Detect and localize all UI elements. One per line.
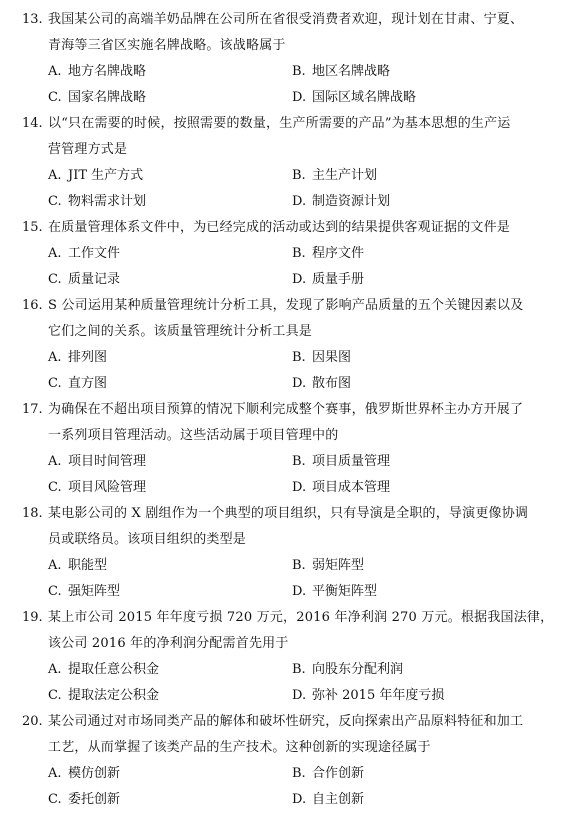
option-letter: A. — [48, 350, 62, 365]
option-letter: C. — [48, 194, 62, 209]
option-letter: B. — [292, 246, 306, 261]
option-a — [48, 348, 107, 368]
option-b — [292, 244, 364, 264]
option-text: 自主创新 — [312, 792, 365, 807]
option-text: 国际区域名牌战略 — [312, 90, 417, 105]
option-text: JIT 生产方式 — [68, 168, 144, 183]
option-c — [48, 374, 107, 394]
question-text: S 公司运用某种质量管理统计分析工具，发现了影响产品质量的五个关键因素以及 — [48, 298, 524, 313]
option-letter: D. — [292, 688, 307, 703]
option-letter: C. — [48, 584, 62, 599]
question-text: 员或联络员。该项目组织的类型是 — [48, 532, 247, 547]
option-d — [292, 686, 444, 706]
option-text: 提取法定公积金 — [68, 688, 160, 703]
question-number: 20. — [22, 714, 43, 729]
option-letter: B. — [292, 454, 306, 469]
option-text: 程序文件 — [312, 246, 365, 261]
question-text: 一系列项目管理活动。这些活动属于项目管理中的 — [48, 428, 339, 443]
option-text: 因果图 — [312, 350, 352, 365]
option-text: 项目时间管理 — [68, 454, 147, 469]
question-text: 工艺，从而掌握了该类产品的生产技术。这种创新的实现途径属于 — [48, 740, 431, 755]
question-text: 以“只在需要的时候，按照需要的数量，生产所需要的产品”为基本思想的生产运 — [48, 116, 511, 131]
option-text: 地方名牌战略 — [68, 64, 147, 79]
option-text: 工作文件 — [68, 246, 121, 261]
question-text: 青海等三省区实施名牌战略。该战略属于 — [48, 38, 286, 53]
option-letter: C. — [48, 688, 62, 703]
option-letter: B. — [292, 558, 306, 573]
option-letter: D. — [292, 90, 307, 105]
question-text: 它们之间的关系。该质量管理统计分析工具是 — [48, 324, 313, 339]
option-text: 提取任意公积金 — [68, 662, 160, 677]
option-letter: D. — [292, 480, 307, 495]
option-letter: D. — [292, 376, 307, 391]
option-text: 合作创新 — [312, 766, 365, 781]
option-a — [48, 452, 146, 472]
question-text: 为确保在不超出项目预算的情况下顺利完成整个赛事，俄罗斯世界杯主办方开展了 — [48, 402, 524, 417]
option-text: 项目风险管理 — [68, 480, 147, 495]
option-b — [292, 62, 390, 82]
option-a — [48, 244, 120, 264]
option-letter: C. — [48, 90, 62, 105]
option-d — [292, 478, 390, 498]
option-c — [48, 88, 146, 108]
option-b — [292, 452, 390, 472]
question-text: 某公司通过对市场同类产品的解体和破坏性研究，反向探索出产品原料特征和加工 — [48, 714, 524, 729]
option-letter: A. — [48, 246, 62, 261]
option-text: 国家名牌战略 — [68, 90, 147, 105]
option-letter: A. — [48, 558, 62, 573]
question-text: 我国某公司的高端羊奶品牌在公司所在省很受消费者欢迎，现计划在甘肃、宁夏、 — [48, 12, 524, 27]
option-letter: C. — [48, 480, 62, 495]
option-c — [48, 790, 120, 810]
option-b — [292, 660, 403, 680]
option-letter: A. — [48, 662, 62, 677]
question-number: 19. — [22, 610, 43, 625]
option-letter: B. — [292, 350, 306, 365]
question-number: 16. — [22, 298, 43, 313]
option-letter: D. — [292, 792, 307, 807]
option-letter: D. — [292, 584, 307, 599]
option-text: 职能型 — [68, 558, 108, 573]
option-d — [292, 270, 364, 290]
question-text: 在质量管理体系文件中，为已经完成的活动或达到的结果提供客观证据的文件是 — [48, 220, 511, 235]
option-a — [48, 764, 120, 784]
option-c — [48, 478, 146, 498]
option-letter: C. — [48, 792, 62, 807]
option-letter: A. — [48, 64, 62, 79]
option-letter: B. — [292, 168, 306, 183]
option-c — [48, 686, 159, 706]
question-text: 营管理方式是 — [48, 142, 128, 157]
option-text: 主生产计划 — [312, 168, 378, 183]
question-text: 某电影公司的 X 剧组作为一个典型的项目组织，只有导演是全职的，导演更像协调 — [48, 506, 529, 521]
option-a — [48, 166, 143, 186]
option-text: 弱矩阵型 — [312, 558, 365, 573]
question-number: 14. — [22, 116, 43, 131]
option-b — [292, 556, 364, 576]
option-text: 制造资源计划 — [312, 194, 391, 209]
option-letter: B. — [292, 64, 306, 79]
option-b — [292, 764, 364, 784]
option-text: 平衡矩阵型 — [312, 584, 378, 599]
option-letter: A. — [48, 454, 62, 469]
question-text: 该公司 2016 年的净利润分配需首先用于 — [48, 636, 289, 651]
option-letter: A. — [48, 766, 62, 781]
option-c — [48, 192, 146, 212]
option-text: 直方图 — [68, 376, 108, 391]
option-letter: A. — [48, 168, 62, 183]
option-letter: D. — [292, 194, 307, 209]
option-a — [48, 62, 146, 82]
option-a — [48, 660, 159, 680]
option-text: 排列图 — [68, 350, 108, 365]
option-text: 模仿创新 — [68, 766, 121, 781]
option-letter: B. — [292, 662, 306, 677]
option-c — [48, 582, 120, 602]
option-text: 质量记录 — [68, 272, 121, 287]
option-b — [292, 348, 351, 368]
option-text: 项目质量管理 — [312, 454, 391, 469]
option-d — [292, 374, 351, 394]
option-text: 散布图 — [312, 376, 352, 391]
option-text: 委托创新 — [68, 792, 121, 807]
option-d — [292, 790, 364, 810]
option-text: 物料需求计划 — [68, 194, 147, 209]
option-letter: C. — [48, 376, 62, 391]
option-text: 地区名牌战略 — [312, 64, 391, 79]
option-text: 质量手册 — [312, 272, 365, 287]
option-text: 项目成本管理 — [312, 480, 391, 495]
option-letter: B. — [292, 766, 306, 781]
question-number: 18. — [22, 506, 43, 521]
option-text: 弥补 2015 年年度亏损 — [312, 688, 445, 703]
question-number: 15. — [22, 220, 43, 235]
question-text: 某上市公司 2015 年年度亏损 720 万元，2016 年净利润 270 万元。根据我国法律， — [48, 610, 554, 625]
option-letter: D. — [292, 272, 307, 287]
option-d — [292, 582, 377, 602]
option-text: 向股东分配利润 — [312, 662, 404, 677]
question-number: 17. — [22, 402, 43, 417]
option-letter: C. — [48, 272, 62, 287]
option-b — [292, 166, 377, 186]
option-a — [48, 556, 107, 576]
option-d — [292, 192, 390, 212]
option-text: 强矩阵型 — [68, 584, 121, 599]
option-d — [292, 88, 416, 108]
question-number: 13. — [22, 12, 43, 27]
option-c — [48, 270, 120, 290]
